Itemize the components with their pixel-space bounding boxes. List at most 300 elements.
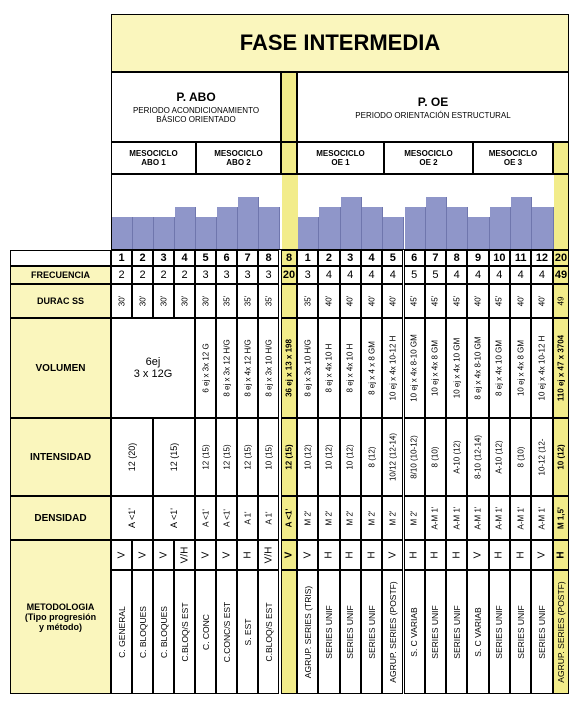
intensidad-abo1-a-text: 12 (20)	[127, 442, 137, 472]
intensidad-cell-text: 10-12 (12-	[537, 438, 547, 476]
duracion-cell	[111, 284, 132, 318]
metodo-cell	[297, 570, 318, 694]
week-number: 8	[281, 250, 297, 266]
volumen-cell	[361, 318, 382, 418]
densidad-cell	[425, 496, 446, 540]
period-oe-name: P. OE	[417, 94, 449, 109]
mesocycle-oe-1-line2: OE 1	[331, 158, 350, 167]
frecuencia-cell: 5	[425, 266, 446, 284]
duracion-cell	[281, 284, 297, 318]
densidad-cell-text: M 2'	[303, 510, 313, 526]
duracion-cell-text: 40'	[324, 295, 334, 307]
mesocycle-oe-3-line1: MESOCICLO	[488, 149, 538, 158]
duracion-cell-text: 30'	[201, 295, 210, 307]
progresion-cell	[340, 540, 361, 570]
volumen-cell	[489, 318, 510, 418]
progresion-cell	[382, 540, 403, 570]
row-label-duracion: DURAC SS	[10, 284, 111, 318]
duracion-cell	[132, 284, 153, 318]
intensidad-cell-text: 10/12 (12-14)	[388, 432, 398, 482]
volumen-cell-text: 8 ej x 3x 10 H/G	[264, 339, 273, 397]
densidad-cell	[340, 496, 361, 540]
progresion-cell-text: V	[302, 551, 314, 559]
densidad-cell-text: M 2'	[324, 510, 334, 526]
intensidad-cell	[425, 418, 446, 496]
metodo-cell	[281, 570, 297, 694]
volumen-cell	[446, 318, 467, 418]
week-number: 12	[531, 250, 552, 266]
row-label-volumen: VOLUMEN	[10, 318, 111, 418]
volumen-cell-text: 10 ej x 4x 8 GM	[430, 339, 440, 397]
progresion-cell	[132, 540, 153, 570]
metodo-cell	[531, 570, 552, 694]
period-abo-name: P. ABO	[176, 90, 216, 104]
densidad-abo1-a-text: A <1'	[127, 508, 137, 528]
intensidad-cell	[467, 418, 488, 496]
progresion-cell-text: H	[493, 551, 505, 559]
intensidad-cell	[446, 418, 467, 496]
frecuencia-cell: 20	[281, 266, 297, 284]
densidad-cell-text: A 1'	[243, 511, 252, 525]
row-label-intensidad: INTENSIDAD	[10, 418, 111, 496]
mesocycle-abo-1	[111, 142, 196, 174]
load-wave-bar	[175, 207, 196, 250]
progresion-cell	[174, 540, 195, 570]
metodo-cell-text: SERIES UNIF	[494, 605, 505, 659]
progresion-cell-text: H	[366, 551, 378, 559]
label-column-blank	[10, 14, 111, 250]
volumen-cell-text: 10 ej x 4x 8 GM	[516, 339, 526, 397]
intensidad-cell-text: 10 (12)	[556, 444, 566, 470]
intensidad-cell	[382, 418, 403, 496]
metodo-cell	[361, 570, 382, 694]
volumen-cell-text: 8 ej x 4x 10 H	[324, 343, 334, 393]
load-wave-bar	[341, 197, 362, 250]
frecuencia-cell: 4	[382, 266, 403, 284]
volumen-cell	[553, 318, 569, 418]
intensidad-abo1-a	[111, 418, 153, 496]
progresion-cell	[510, 540, 531, 570]
mesocycle-abo-1-line2: ABO 1	[141, 158, 166, 167]
densidad-cell-text: A <1'	[222, 509, 231, 527]
progresion-cell	[258, 540, 279, 570]
densidad-cell-text: M 2'	[409, 510, 419, 526]
week-number: 10	[489, 250, 510, 266]
metodo-cell	[510, 570, 531, 694]
metodo-cell	[382, 570, 403, 694]
week-number: 4	[174, 250, 195, 266]
duracion-cell-text: 30'	[138, 295, 147, 307]
intensidad-cell	[510, 418, 531, 496]
intensidad-abo1-b	[153, 418, 195, 496]
metodo-cell-text: AGRUP. SERIES (POSTF)	[387, 581, 398, 683]
mesocycle-abo-2	[196, 142, 281, 174]
densidad-cell	[361, 496, 382, 540]
volumen-cell-text: 10 ej x 4x 10 GM	[452, 337, 462, 399]
densidad-cell	[467, 496, 488, 540]
period-oe-subtitle: PERIODO ORIENTACIÓN ESTRUCTURAL	[355, 110, 511, 120]
load-wave-bar	[238, 197, 259, 250]
progresion-cell	[297, 540, 318, 570]
load-wave-bar	[383, 217, 404, 250]
week-number: 6	[216, 250, 237, 266]
intensidad-cell	[531, 418, 552, 496]
metodo-cell-text: AGRUP. SERIES (POSTF)	[556, 581, 566, 683]
intensidad-cell-text: A-10 (12)	[452, 440, 462, 474]
progresion-cell-text: H	[344, 551, 356, 559]
progresion-cell-text: H	[555, 551, 567, 559]
frecuencia-cell: 4	[467, 266, 488, 284]
volumen-cell-text: 110 ej x 47 x 3704	[556, 334, 566, 402]
intensidad-cell-text: 12 (15)	[222, 444, 231, 470]
period-abo-subtitle-2: BÁSICO ORIENTADO	[156, 115, 236, 124]
week-number: 5	[382, 250, 403, 266]
load-wave-area	[111, 174, 569, 250]
duracion-cell-text: 30'	[159, 295, 168, 307]
duracion-cell	[340, 284, 361, 318]
densidad-abo1-b-text: A <1'	[169, 508, 179, 528]
mesocycle-abo-2-line2: ABO 2	[226, 158, 251, 167]
duracion-cell-text: 35'	[303, 295, 313, 307]
volumen-cell-text: 10 ej x 4x 8-10 GM	[409, 334, 419, 402]
row-label-densidad: DENSIDAD	[10, 496, 111, 540]
densidad-cell	[281, 496, 297, 540]
progresion-cell-text: V	[221, 551, 232, 559]
mesocycle-abo-2-line1: MESOCICLO	[214, 149, 263, 158]
densidad-cell	[258, 496, 279, 540]
intensidad-cell	[216, 418, 237, 496]
frecuencia-cell: 4	[446, 266, 467, 284]
frecuencia-cell: 4	[340, 266, 361, 284]
volumen-cell	[340, 318, 361, 418]
volumen-cell	[382, 318, 403, 418]
mesocycle-gap	[281, 142, 297, 174]
week-number: 3	[340, 250, 361, 266]
volumen-abo1-line2: 3 x 12G	[133, 368, 173, 380]
densidad-abo1-b	[153, 496, 195, 540]
densidad-cell	[195, 496, 216, 540]
volumen-cell	[297, 318, 318, 418]
week-number: 1	[111, 250, 132, 266]
load-wave-bar	[447, 207, 468, 250]
week-number: 1	[297, 250, 318, 266]
intensidad-cell	[258, 418, 279, 496]
intensidad-cell-text: A-10 (12)	[494, 440, 504, 474]
intensidad-cell	[553, 418, 569, 496]
progresion-cell	[404, 540, 425, 570]
progresion-cell	[237, 540, 258, 570]
duracion-cell-text: 40'	[516, 295, 526, 307]
volumen-cell-text: 8 ej x 4 x 8 GM	[367, 341, 377, 395]
duracion-cell-text: 40'	[473, 295, 483, 307]
frecuencia-cell: 4	[531, 266, 552, 284]
volumen-cell	[195, 318, 216, 418]
intensidad-cell-text: 12 (15)	[243, 444, 252, 470]
duracion-cell-text: 45'	[430, 295, 440, 307]
metodo-cell	[132, 570, 153, 694]
intensidad-cell	[318, 418, 339, 496]
row-label-frecuencia: FRECUENCIA	[10, 266, 111, 284]
week-number: 7	[425, 250, 446, 266]
metodo-cell-text: SERIES UNIF	[451, 605, 462, 659]
load-wave-bar	[319, 207, 340, 250]
densidad-cell-text: M 1,5'	[556, 507, 566, 529]
load-wave-bar	[362, 207, 383, 250]
metodo-cell-text: SERIES UNIF	[345, 605, 356, 659]
progresion-cell	[425, 540, 446, 570]
progresion-cell	[489, 540, 510, 570]
metodo-cell-text: SERIES UNIF	[323, 605, 334, 659]
volumen-cell-text: 10 ej x 4x 10-12 H	[537, 335, 547, 401]
volumen-cell-text: 10 ej x 4x 10-12 H	[388, 335, 398, 401]
progresion-cell-text: V	[536, 551, 548, 559]
duracion-cell-text: 35'	[243, 295, 252, 307]
progresion-cell-text: V	[137, 551, 148, 559]
volumen-cell-text: 8 ej x 3x 10 H/G	[303, 339, 313, 397]
densidad-abo1-a	[111, 496, 153, 540]
densidad-cell	[489, 496, 510, 540]
densidad-cell	[531, 496, 552, 540]
duracion-cell-text: 35'	[222, 295, 231, 307]
volumen-cell-text: 8 ej x 4x 10 GM	[494, 339, 504, 397]
densidad-cell-text: A-M 1'	[537, 506, 547, 530]
week-number: 3	[153, 250, 174, 266]
volumen-cell	[216, 318, 237, 418]
frecuencia-cell: 2	[132, 266, 153, 284]
metodologia-label-line-1: METODOLOGIA	[26, 602, 95, 612]
densidad-cell-text: A-M 1'	[430, 506, 440, 530]
progresion-cell	[446, 540, 467, 570]
metodologia-label-line-3: y método)	[38, 622, 82, 632]
mesocycle-oe-3	[473, 142, 553, 174]
metodo-cell-text: SERIES UNIF	[430, 605, 441, 659]
intensidad-cell	[281, 418, 297, 496]
progresion-cell-text: V	[472, 551, 484, 559]
volumen-cell-text: 6 ej x 3x 12 G	[201, 343, 210, 393]
mesocycle-oe-1-line1: MESOCICLO	[316, 149, 365, 158]
metodo-cell	[467, 570, 488, 694]
duracion-cell	[553, 284, 569, 318]
metodo-cell-text: S. EST	[242, 618, 253, 646]
frecuencia-cell: 5	[404, 266, 425, 284]
densidad-cell-text: A-M 1'	[452, 506, 462, 530]
densidad-cell-text: M 2'	[367, 510, 377, 526]
period-oe-header	[297, 72, 569, 142]
intensidad-cell-text: 10 (12)	[324, 444, 334, 470]
intensidad-cell-text: 8-10 (12-14)	[473, 434, 483, 480]
intensidad-cell	[361, 418, 382, 496]
progresion-cell-text: H	[242, 551, 253, 559]
load-wave-bar	[196, 217, 217, 250]
densidad-cell-text: A <1'	[201, 509, 210, 527]
week-number: 9	[467, 250, 488, 266]
volumen-cell	[531, 318, 552, 418]
volumen-cell	[258, 318, 279, 418]
duracion-cell	[510, 284, 531, 318]
frecuencia-cell: 3	[195, 266, 216, 284]
duracion-cell	[216, 284, 237, 318]
duracion-cell-text: 45'	[494, 295, 504, 307]
volumen-cell	[425, 318, 446, 418]
row-label-metodologia	[10, 540, 111, 694]
frecuencia-cell: 3	[216, 266, 237, 284]
densidad-cell	[404, 496, 425, 540]
duracion-cell	[425, 284, 446, 318]
intensidad-cell-text: 8/10 (10-12)	[409, 435, 419, 479]
intensidad-cell-text: 12 (15)	[284, 444, 294, 470]
mesocycle-oe-1	[297, 142, 384, 174]
week-number: 5	[195, 250, 216, 266]
volumen-abo1-merged	[111, 318, 195, 418]
duracion-cell-text: 45'	[409, 295, 419, 307]
duracion-cell	[258, 284, 279, 318]
metodo-cell	[153, 570, 174, 694]
duracion-cell	[153, 284, 174, 318]
metodo-cell-text: C.BLOQ/S EST	[263, 602, 274, 662]
metodo-cell-text: C. BLOQUES	[158, 606, 169, 658]
intensidad-cell-text: 8 (12)	[367, 446, 377, 468]
progresion-cell	[318, 540, 339, 570]
load-wave-bar	[511, 197, 532, 250]
duracion-cell	[382, 284, 403, 318]
metodo-cell	[237, 570, 258, 694]
progresion-cell-text: H	[451, 551, 463, 559]
duracion-cell	[318, 284, 339, 318]
volumen-cell	[281, 318, 297, 418]
frecuencia-cell: 3	[297, 266, 318, 284]
metodo-cell	[425, 570, 446, 694]
metodo-cell-text: C.BLOQ/S EST	[179, 602, 190, 662]
load-wave-gap	[282, 175, 298, 250]
frecuencia-cell: 2	[153, 266, 174, 284]
duracion-cell	[446, 284, 467, 318]
volumen-cell	[510, 318, 531, 418]
densidad-cell-text: A <1'	[284, 508, 294, 528]
densidad-cell-text: A-M 1'	[494, 506, 504, 530]
intensidad-cell-text: 10 (12)	[345, 444, 355, 470]
volumen-cell	[318, 318, 339, 418]
mesocycle-oe-3-line2: OE 3	[503, 158, 523, 167]
metodo-cell-text: C.CONC/S EST	[221, 601, 232, 663]
frecuencia-cell: 3	[237, 266, 258, 284]
week-number: 4	[361, 250, 382, 266]
progresion-cell-text: V	[283, 551, 295, 559]
duracion-cell-text: 30'	[117, 295, 126, 307]
progresion-cell-text: V	[158, 551, 169, 559]
duracion-cell-text: 40'	[367, 295, 377, 307]
frecuencia-cell: 4	[489, 266, 510, 284]
week-number: 11	[510, 250, 531, 266]
frecuencia-cell: 2	[111, 266, 132, 284]
progresion-cell-text: V/H	[179, 546, 190, 564]
progresion-cell	[467, 540, 488, 570]
intensidad-abo1-b-text: 12 (15)	[169, 442, 179, 472]
frecuencia-cell: 3	[258, 266, 279, 284]
week-number: 7	[237, 250, 258, 266]
progresion-cell-text: H	[429, 551, 441, 559]
metodo-cell	[340, 570, 361, 694]
period-abo-subtitle-1: PERIODO ACONDICIONAMIENTO	[132, 106, 260, 115]
densidad-cell-text: A 1'	[264, 511, 273, 525]
load-wave-bar	[154, 217, 175, 250]
metodo-cell-text: AGRUP. SERIES (TRIS)	[302, 585, 313, 679]
duracion-cell-text: 45'	[452, 295, 462, 307]
load-wave-bar	[298, 217, 319, 250]
duracion-cell	[195, 284, 216, 318]
metodo-cell	[216, 570, 237, 694]
densidad-cell-text: M 2'	[345, 510, 355, 526]
duracion-cell	[174, 284, 195, 318]
load-wave-bar	[468, 217, 489, 250]
metodo-cell	[404, 570, 425, 694]
intensidad-cell-text: 8 (10)	[430, 446, 440, 468]
frecuencia-cell: 49	[553, 266, 569, 284]
mesocycle-gap-end	[553, 142, 569, 174]
volumen-cell-text: 8 ej x 4x 10 H	[345, 343, 355, 393]
duracion-cell-text: 40'	[388, 295, 398, 307]
intensidad-cell	[195, 418, 216, 496]
metodo-cell	[553, 570, 569, 694]
duracion-cell-text: 40'	[345, 295, 355, 307]
duracion-cell	[361, 284, 382, 318]
intensidad-cell	[340, 418, 361, 496]
duracion-cell	[404, 284, 425, 318]
duracion-cell	[297, 284, 318, 318]
metodo-cell	[446, 570, 467, 694]
progresion-cell-text: V	[387, 551, 399, 559]
mesocycle-oe-2	[384, 142, 473, 174]
duracion-cell	[237, 284, 258, 318]
densidad-cell	[553, 496, 569, 540]
duracion-cell-text: 30'	[180, 295, 189, 307]
progresion-cell	[111, 540, 132, 570]
volumen-cell-text: 36 ej x 13 x 198	[284, 339, 294, 397]
duracion-cell-text: 40'	[537, 295, 547, 307]
week-number: 2	[132, 250, 153, 266]
load-wave-bar	[217, 207, 238, 250]
volumen-abo1-line1: 6ej	[145, 356, 161, 368]
metodo-cell-text: C. BLOQUES	[137, 606, 148, 658]
intensidad-cell-text: 12 (15)	[201, 444, 210, 470]
progresion-cell-text: V	[116, 551, 127, 559]
duracion-cell	[489, 284, 510, 318]
densidad-cell	[318, 496, 339, 540]
intensidad-cell	[489, 418, 510, 496]
period-gap-column	[281, 72, 297, 142]
metodo-cell	[174, 570, 195, 694]
week-number: 6	[404, 250, 425, 266]
load-wave-bar	[405, 207, 426, 250]
progresion-cell-text: V/H	[263, 546, 274, 564]
volumen-cell-text: 8 ej x 4x 8-10 GM	[473, 336, 483, 400]
densidad-cell-text: A-M 1'	[516, 506, 526, 530]
progresion-cell-text: H	[515, 551, 527, 559]
intensidad-cell	[237, 418, 258, 496]
densidad-cell	[216, 496, 237, 540]
metodo-cell-text: SERIES UNIF	[536, 605, 547, 659]
frecuencia-cell: 4	[510, 266, 531, 284]
table-title: FASE INTERMEDIA	[111, 14, 569, 72]
intensidad-cell-text: 8 (10)	[516, 446, 526, 468]
load-wave-end	[554, 175, 569, 250]
progresion-cell	[553, 540, 569, 570]
metodo-cell	[258, 570, 279, 694]
week-number: 8	[258, 250, 279, 266]
mesocycle-oe-2-line2: OE 2	[419, 158, 438, 167]
mesocycle-oe-2-line1: MESOCICLO	[404, 149, 453, 158]
progresion-cell	[216, 540, 237, 570]
metodo-cell	[195, 570, 216, 694]
